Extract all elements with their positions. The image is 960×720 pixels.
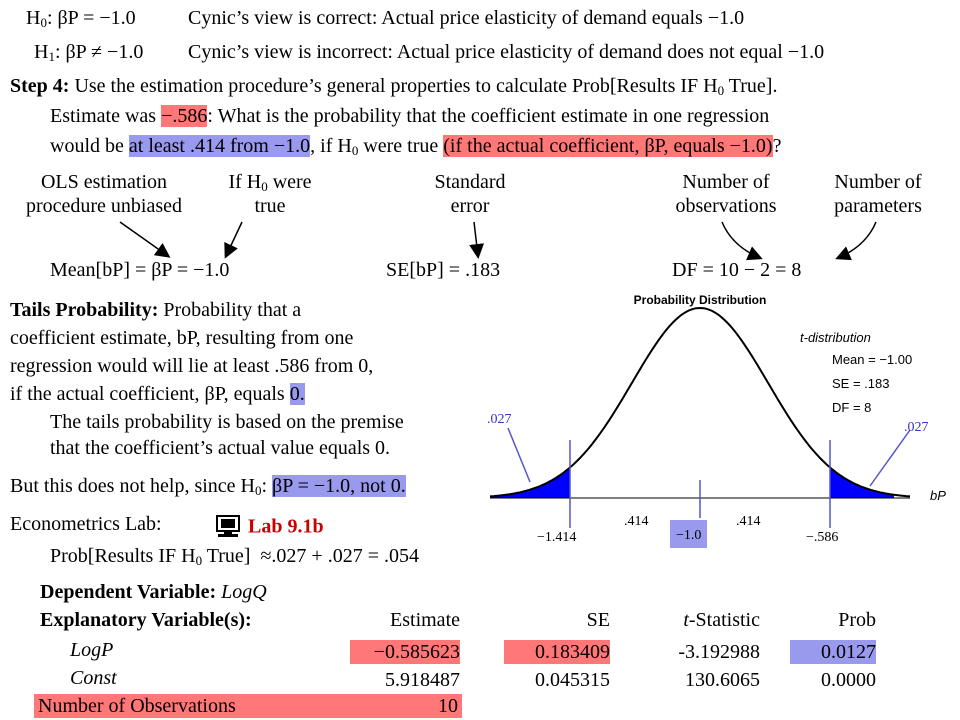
tails-line2: coefficient estimate, bP, resulting from one <box>10 327 354 349</box>
standard-error-label: Standard error <box>434 171 506 217</box>
tick-left-label: −1.414 <box>537 530 577 545</box>
row-logp-prob: 0.0127 <box>790 640 876 664</box>
step4-line: Step 4: Use the estimation procedure’s general properties to calculate Prob[Results IF $H_0$ True]. <box>10 75 778 98</box>
header-se: SE <box>586 609 610 631</box>
prob-results-line: Prob[Results IF $H_0$ True] ≈.027 + .027 = .054 <box>50 545 419 568</box>
explanatory-label: Explanatory Variable(s): <box>40 609 252 631</box>
nobs-label: Number of Observations <box>38 695 236 717</box>
row-const-t: 130.6065 <box>685 669 760 691</box>
tails-line1: Tails Probability: Probability that a <box>10 299 302 321</box>
h0-value-highlight: βP = −1.0, not 0. <box>272 475 406 497</box>
right-tail-pointer <box>870 430 910 486</box>
but-line: But this does not help, since $H_0$: βP = −1.0, not 0. <box>10 475 406 498</box>
nobs-row <box>34 694 462 718</box>
lab-link-label[interactable]: Lab 9.1b <box>248 515 324 538</box>
row-logp-t: -3.192988 <box>678 641 760 663</box>
dist-mean-label: Mean = −1.00 <box>832 352 913 367</box>
estimate-line1: Estimate was −.586: What is the probability that the coefficient estimate in one regression <box>50 105 770 127</box>
premise-line1: The tails probability is based on the premise <box>50 411 404 433</box>
zero-highlight: 0. <box>289 383 305 405</box>
right-tail-prob-label: .027 <box>904 420 929 435</box>
left-tail-pointer <box>508 428 530 482</box>
chart-title: Probability Distribution <box>633 293 767 307</box>
ols-unbiased-label: OLS estimation procedure unbiased <box>25 171 183 217</box>
lab-link[interactable] <box>214 514 324 540</box>
tick-right-label: −.586 <box>806 530 839 545</box>
econometrics-lab-label: Econometrics Lab: <box>10 513 162 535</box>
t-distribution-label: t-distribution <box>800 330 871 345</box>
gap-right-label: .414 <box>736 514 761 529</box>
row-const-estimate: 5.918487 <box>385 669 460 691</box>
gap-left-label: .414 <box>624 514 649 529</box>
num-parameters-label: Number of parameters <box>834 171 922 217</box>
arrow-se <box>474 222 478 256</box>
row-name-logp: LogP <box>70 639 114 661</box>
mean-equation: Mean[bP] = βP = −1.0 <box>50 259 230 281</box>
h1-symbol: $H_1$: βP ≠ −1.0 <box>34 41 144 64</box>
left-tail-prob-label: .027 <box>487 412 512 427</box>
arrow-ols <box>120 222 168 256</box>
h0-symbol: $H_0$: βP = −1.0 <box>26 7 136 30</box>
left-tail-area <box>490 467 570 498</box>
arrow-npar <box>838 222 876 258</box>
arrow-nobs <box>722 222 760 258</box>
distance-highlight: at least .414 from −1.0 <box>128 135 311 157</box>
computer-icon <box>214 514 244 540</box>
estimate-line2: would be at least .414 from −1.0, if $H_0$ were true (if the actual coefficient, βP, equals −1.0)? <box>50 135 782 158</box>
df-equation: DF = 10 − 2 = 8 <box>672 259 802 281</box>
se-equation: SE[bP] = .183 <box>386 259 501 281</box>
arrow-if-h0 <box>226 222 242 256</box>
num-observations-label: Number of observations <box>675 171 777 217</box>
probability-distribution-chart <box>490 290 960 550</box>
row-name-const: Const <box>70 667 117 689</box>
header-estimate: Estimate <box>390 609 460 631</box>
axis-label-bp: bP <box>930 488 946 503</box>
dist-df-label: DF = 8 <box>832 400 872 415</box>
h0-description: Cynic’s view is correct: Actual price elasticity of demand equals −1.0 <box>188 7 745 29</box>
nobs-value: 10 <box>438 695 458 717</box>
estimate-highlight: −.586 <box>161 105 208 127</box>
h1-description: Cynic’s view is incorrect: Actual price elasticity of demand does not equal −1.0 <box>188 41 825 63</box>
row-const-se: 0.045315 <box>535 669 610 691</box>
tails-line3: regression would will lie at least .586 from 0, <box>10 355 374 377</box>
row-logp-se: 0.183409 <box>504 640 610 664</box>
dependent-variable-line: Dependent Variable: LogQ <box>40 581 267 603</box>
header-t-statistic: t-Statistic <box>683 609 760 631</box>
row-const-prob: 0.0000 <box>821 669 876 691</box>
if-h0-true-label: If $H_0$ were true <box>228 171 312 217</box>
tails-line4: if the actual coefficient, βP, equals 0. <box>10 383 305 405</box>
tick-center-label: −1.0 <box>670 520 707 548</box>
header-prob: Prob <box>838 609 876 631</box>
row-logp-estimate: −0.585623 <box>350 640 460 664</box>
actual-coef-highlight: (if the actual coefficient, βP, equals −1.0) <box>443 135 773 157</box>
premise-line2: that the coefficient’s actual value equals 0. <box>50 437 391 459</box>
dist-se-label: SE = .183 <box>832 376 890 391</box>
